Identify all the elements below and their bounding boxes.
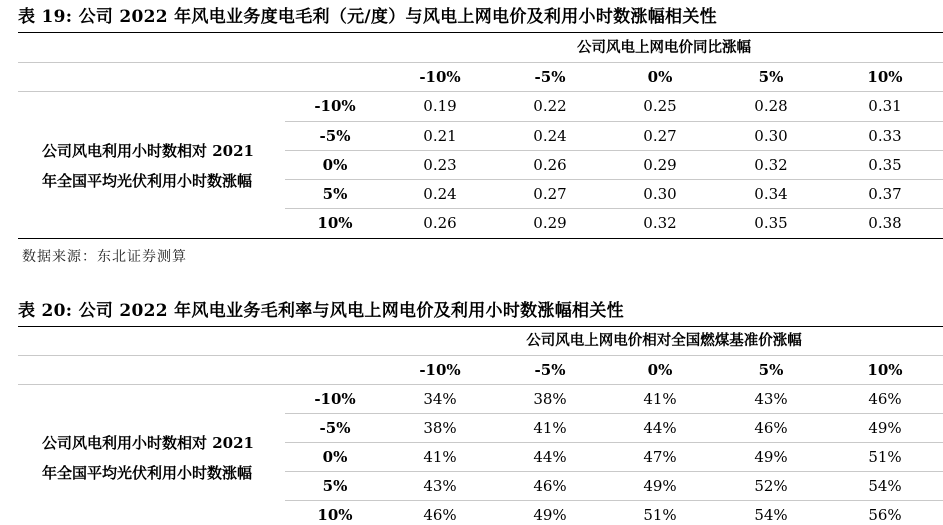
table-cell: 0.26	[423, 214, 457, 232]
source-note: 数据来源：东北证券测算	[22, 249, 187, 265]
table-cell: 52%	[754, 477, 788, 495]
table-cell: 0.37	[868, 185, 902, 203]
table-20-row-header: -10%	[314, 390, 356, 408]
table-cell: 0.27	[533, 185, 567, 203]
row-group-label-line: 公司风电利用小时数相对 2021	[42, 434, 254, 452]
table-cell: 0.30	[643, 185, 677, 203]
table-cell: 49%	[533, 506, 567, 524]
table-cell: 0.27	[643, 127, 677, 145]
table-20-col-header: 0%	[647, 361, 673, 379]
table-cell: 0.32	[754, 156, 788, 174]
table-divider	[18, 62, 943, 63]
table-cell: 56%	[868, 506, 902, 524]
table-cell: 49%	[754, 448, 788, 466]
table-19-row-header: 0%	[322, 156, 348, 174]
row-group-label-line: 年全国平均光伏利用小时数涨幅	[42, 464, 253, 482]
table-cell: 41%	[533, 419, 567, 437]
table-divider	[285, 413, 943, 414]
table-cell: 49%	[643, 477, 677, 495]
table-20-title: 表 20: 公司 2022 年风电业务毛利率与风电上网电价及利用小时数涨幅相关性	[18, 301, 624, 321]
table-cell: 38%	[423, 419, 457, 437]
table-divider	[285, 121, 943, 122]
table-19-row-header: -10%	[314, 97, 356, 115]
table-cell: 0.31	[868, 97, 902, 115]
table-20-col-header: 5%	[758, 361, 784, 379]
table-divider	[18, 355, 943, 356]
table-cell: 43%	[754, 390, 788, 408]
table-divider	[285, 442, 943, 443]
table-cell: 47%	[643, 448, 677, 466]
table-19-column-group-header: 公司风电上网电价同比涨幅	[577, 39, 751, 56]
table-cell: 0.35	[754, 214, 788, 232]
table-cell: 49%	[868, 419, 902, 437]
table-20-row-header: 10%	[317, 506, 353, 524]
table-cell: 0.28	[754, 97, 788, 115]
table-19-top-rule	[18, 32, 943, 33]
table-cell: 0.33	[868, 127, 902, 145]
table-cell: 43%	[423, 477, 457, 495]
table-cell: 0.23	[423, 156, 457, 174]
table-cell: 54%	[868, 477, 902, 495]
table-19-bottom-rule	[18, 238, 943, 239]
table-19-row-header: -5%	[319, 127, 351, 145]
row-group-label-line: 年全国平均光伏利用小时数涨幅	[42, 172, 253, 190]
table-cell: 46%	[533, 477, 567, 495]
table-cell: 46%	[423, 506, 457, 524]
table-20-row-header: 0%	[322, 448, 348, 466]
table-cell: 34%	[423, 390, 457, 408]
table-cell: 44%	[643, 419, 677, 437]
table-cell: 0.26	[533, 156, 567, 174]
table-cell: 38%	[533, 390, 567, 408]
table-cell: 0.21	[423, 127, 457, 145]
table-divider	[285, 500, 943, 501]
table-19-col-header: -5%	[534, 68, 566, 86]
table-cell: 0.24	[533, 127, 567, 145]
table-19-row-header: 10%	[317, 214, 353, 232]
table-cell: 0.25	[643, 97, 677, 115]
table-divider	[285, 208, 943, 209]
table-cell: 0.29	[533, 214, 567, 232]
table-cell: 41%	[643, 390, 677, 408]
table-divider	[285, 179, 943, 180]
table-divider	[285, 150, 943, 151]
table-cell: 0.38	[868, 214, 902, 232]
table-19-col-header: -10%	[419, 68, 461, 86]
table-cell: 41%	[423, 448, 457, 466]
table-cell: 0.22	[533, 97, 567, 115]
table-cell: 0.34	[754, 185, 788, 203]
table-19-title: 表 19: 公司 2022 年风电业务度电毛利（元/度）与风电上网电价及利用小时数涨幅相关性	[18, 7, 717, 27]
table-cell: 46%	[754, 419, 788, 437]
table-20-col-header: -5%	[534, 361, 566, 379]
table-divider	[285, 471, 943, 472]
table-cell: 46%	[868, 390, 902, 408]
table-20-top-rule	[18, 326, 943, 327]
table-19-col-header: 0%	[647, 68, 673, 86]
table-20-col-header: 10%	[867, 361, 903, 379]
table-divider	[18, 384, 943, 385]
table-divider	[18, 91, 943, 92]
table-20-row-group-label	[42, 428, 254, 488]
table-cell: 51%	[643, 506, 677, 524]
table-cell: 0.30	[754, 127, 788, 145]
table-19-row-group-label	[42, 136, 254, 196]
row-group-label-line: 公司风电利用小时数相对 2021	[42, 142, 254, 160]
table-19-col-header: 10%	[867, 68, 903, 86]
table-20-row-header: 5%	[322, 477, 348, 495]
table-cell: 0.24	[423, 185, 457, 203]
table-20-col-header: -10%	[419, 361, 461, 379]
table-20-row-header: -5%	[319, 419, 351, 437]
table-cell: 54%	[754, 506, 788, 524]
table-cell: 44%	[533, 448, 567, 466]
table-19-row-header: 5%	[322, 185, 348, 203]
table-cell: 0.35	[868, 156, 902, 174]
table-cell: 0.19	[423, 97, 457, 115]
table-19-col-header: 5%	[758, 68, 784, 86]
table-cell: 0.32	[643, 214, 677, 232]
table-20-column-group-header: 公司风电上网电价相对全国燃煤基准价涨幅	[526, 332, 802, 349]
table-cell: 0.29	[643, 156, 677, 174]
table-cell: 51%	[868, 448, 902, 466]
